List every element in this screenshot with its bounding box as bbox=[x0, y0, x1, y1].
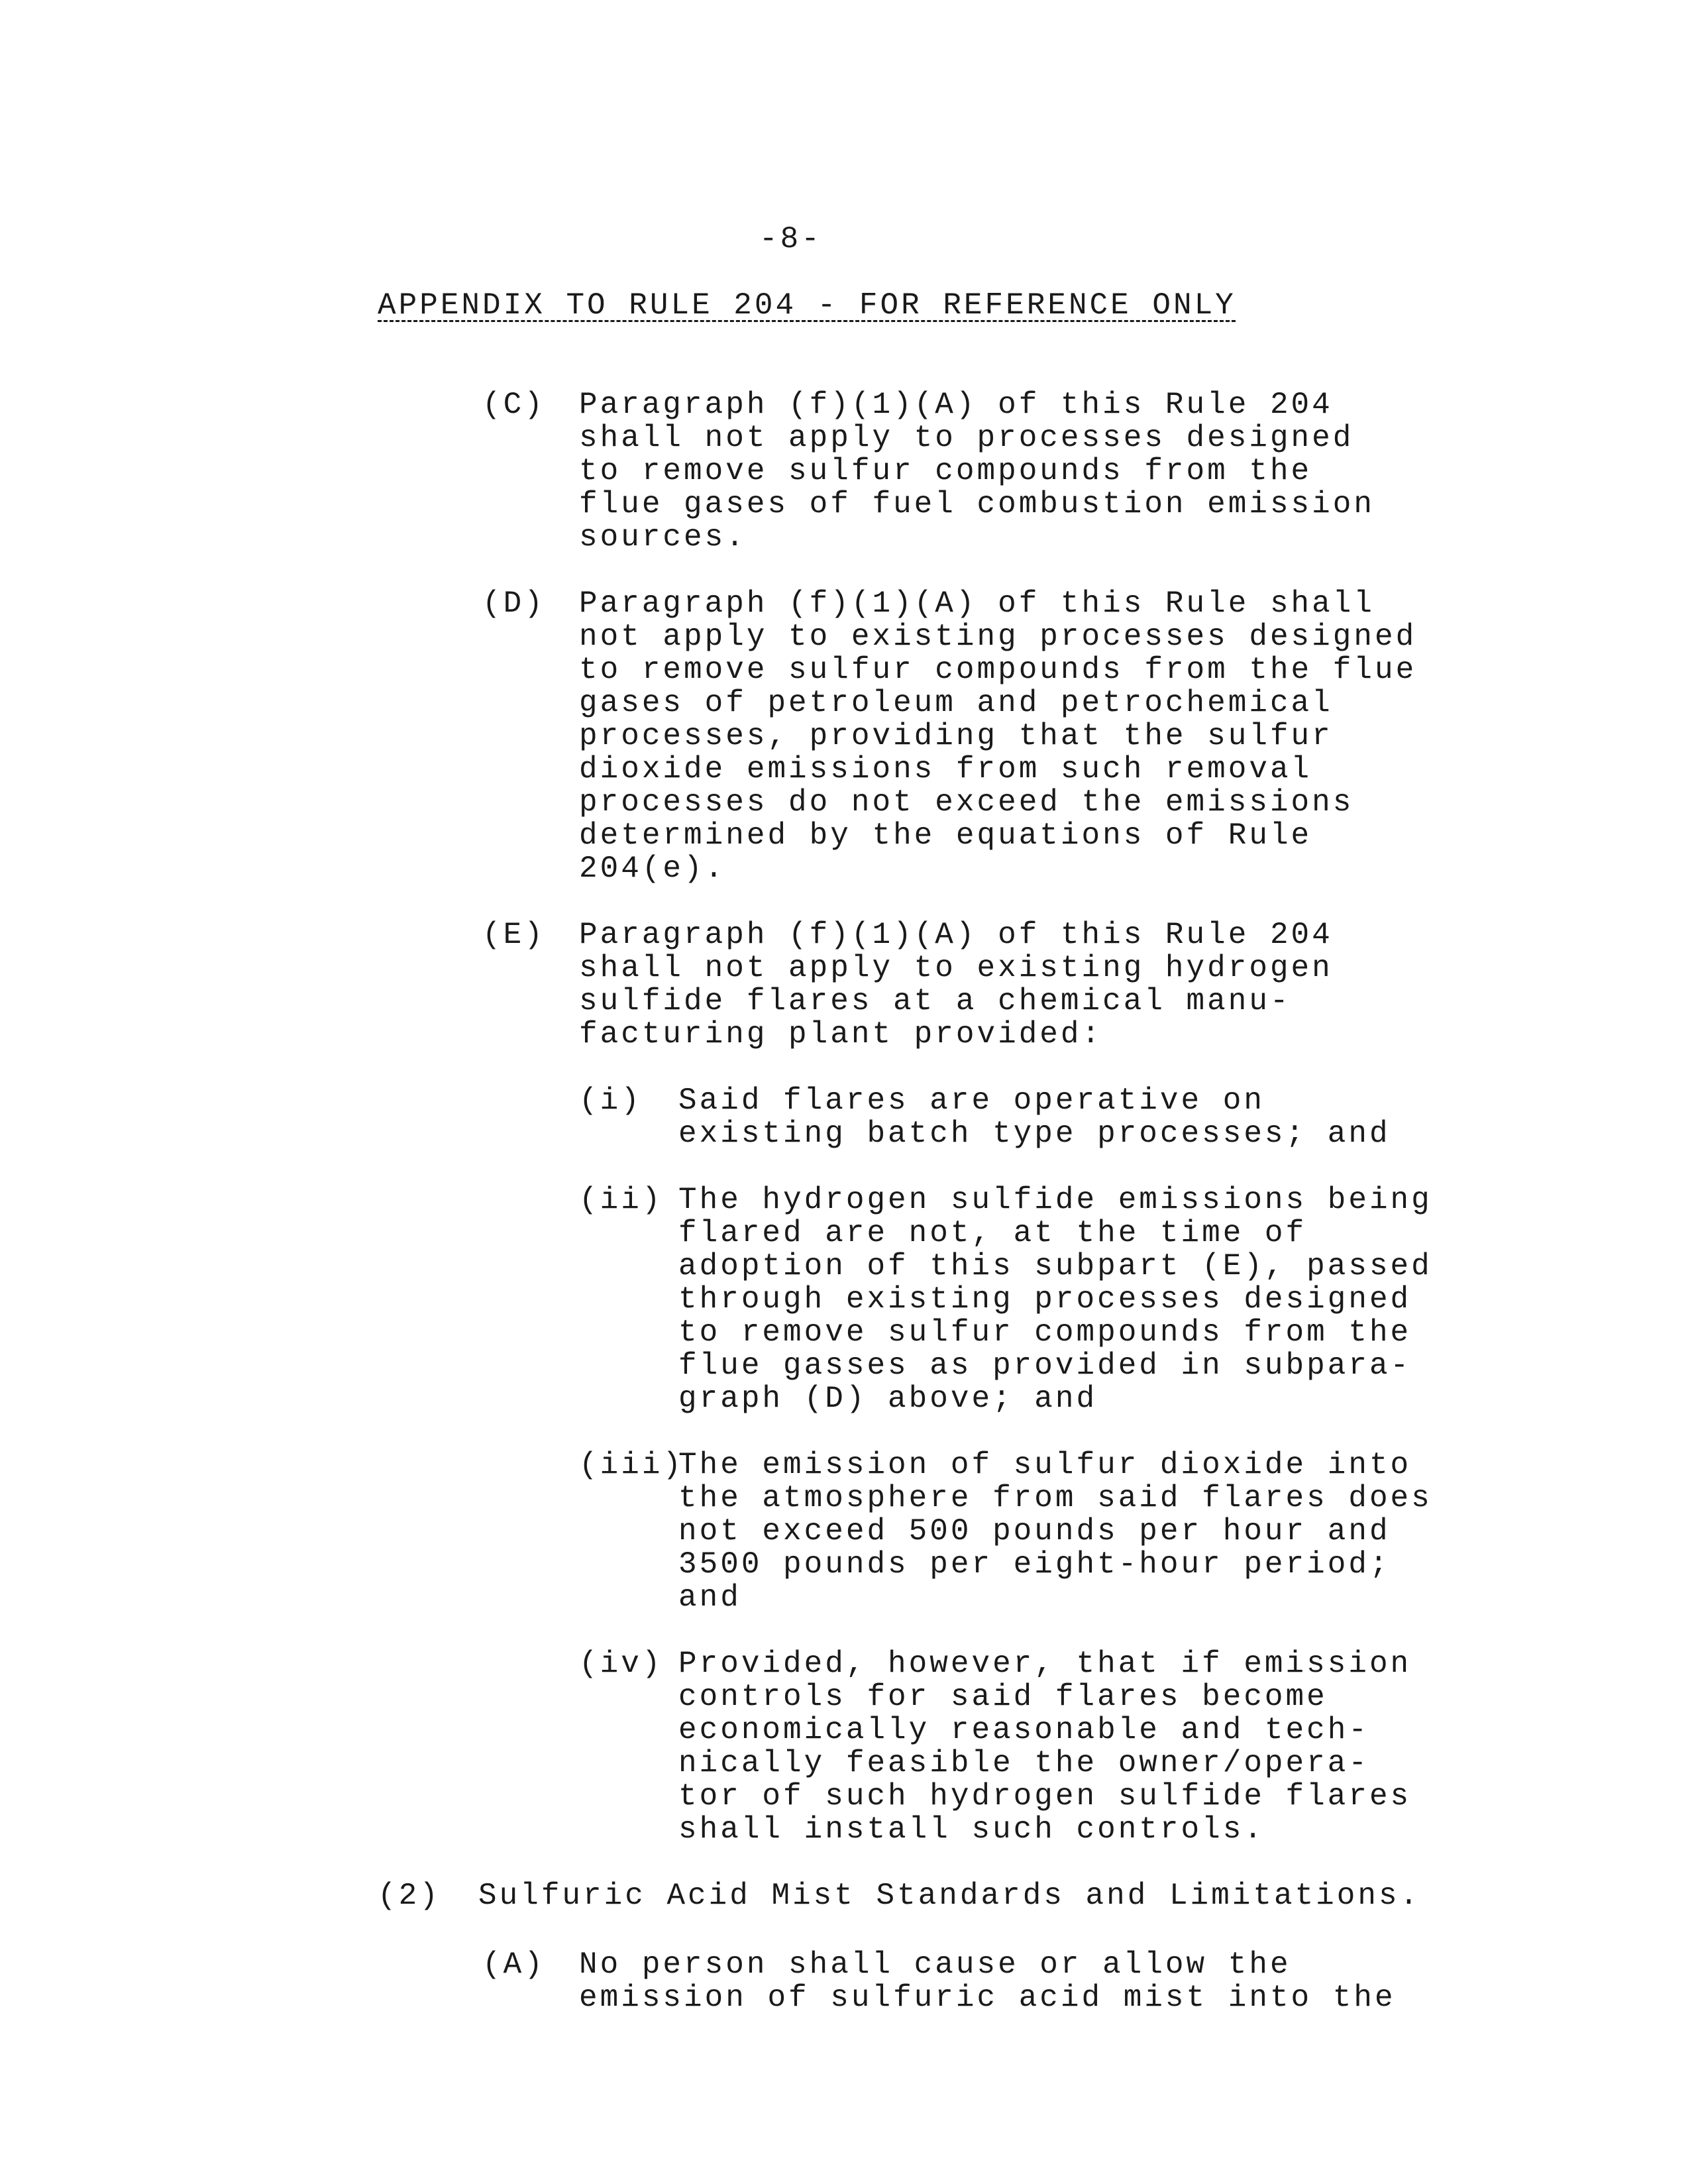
item-text-d: Paragraph (f)(1)(A) of this Rule shall not apply to existing processes designed to remove sulfur compounds from the flue gases of petroleum and petrochemical processes, providing that the sulfur dioxide emissions from such removal processes do not exceed the emissions determined by the equations of Rule 204(e). bbox=[579, 586, 1417, 886]
subitem-text-iv: Provided, however, that if emission controls for said flares become economically reasonable and tech- nically feasible the owner/opera- tor of such hydrogen sulfide flares shall install such controls. bbox=[678, 1647, 1412, 1847]
section-label-2: (2) bbox=[378, 1879, 441, 1913]
item-label-e: (E) bbox=[482, 918, 545, 952]
subitem-label-ii: (ii) bbox=[579, 1183, 663, 1217]
section-title-2: Sulfuric Acid Mist Standards and Limitations. bbox=[478, 1879, 1421, 1913]
page-number: -8- bbox=[759, 222, 822, 256]
item-text-c: Paragraph (f)(1)(A) of this Rule 204 shall not apply to processes designed to remove sulfur compounds from the flue gases of fuel combustion emission sources. bbox=[579, 388, 1375, 555]
subitem-text-i: Said flares are operative on existing batch type processes; and bbox=[678, 1083, 1391, 1151]
subitem-label-iv: (iv) bbox=[579, 1647, 663, 1681]
item-text-e: Paragraph (f)(1)(A) of this Rule 204 shall not apply to existing hydrogen sulfide flares at a chemical manu- facturing plant provided: bbox=[579, 918, 1333, 1052]
item-label-c: (C) bbox=[482, 388, 545, 422]
item-label-a: (A) bbox=[482, 1947, 545, 1982]
subitem-label-iii: (iii) bbox=[579, 1448, 684, 1482]
item-label-d: (D) bbox=[482, 586, 545, 621]
page-header: APPENDIX TO RULE 204 - FOR REFERENCE ONLY bbox=[378, 288, 1236, 323]
subitem-text-ii: The hydrogen sulfide emissions being flared are not, at the time of adoption of this subpart (E), passed through existing processes designed to remove sulfur compounds from the flue gasses as provided in subpara- graph (D) above; and bbox=[678, 1183, 1432, 1416]
subitem-text-iii: The emission of sulfur dioxide into the atmosphere from said flares does not exceed 500 pounds per hour and 3500 pounds per eight-hour period; and bbox=[678, 1448, 1432, 1615]
subitem-label-i: (i) bbox=[579, 1083, 642, 1118]
item-text-a: No person shall cause or allow the emission of sulfuric acid mist into the bbox=[579, 1947, 1396, 2015]
